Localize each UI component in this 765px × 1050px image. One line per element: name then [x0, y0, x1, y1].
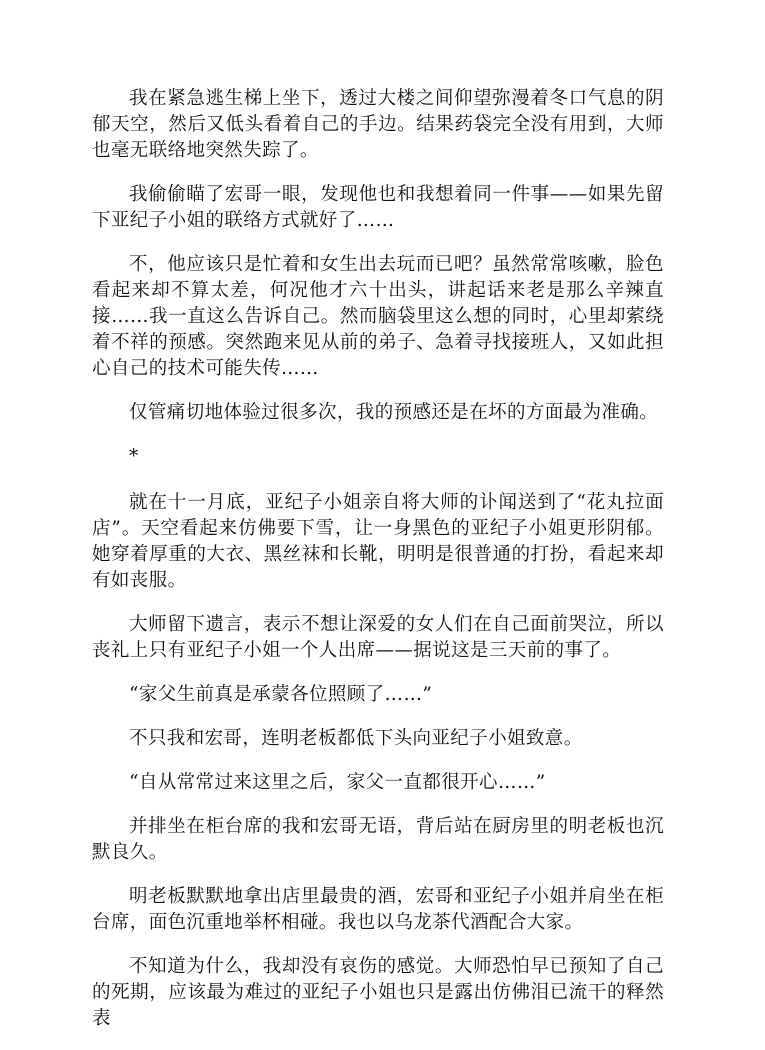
paragraph-9: “自从常常过来这里之后，家父一直都很开心……”	[129, 772, 546, 793]
paragraph-11: 明老板默默地拿出店里最贵的酒，宏哥和亚纪子小姐并肩坐在柜台席，面色沉重地举杯相碰。我也以乌龙茶代酒配合大家。	[92, 886, 664, 933]
paragraph-10: 并排坐在柜台席的我和宏哥无语，背后站在厨房里的明老板也沉默良久。	[92, 816, 664, 863]
section-separator: *	[129, 446, 139, 467]
paragraph-8: 不只我和宏哥，连明老板都低下头向亚纪子小姐致意。	[129, 728, 583, 749]
paragraph-12: 不知道为什么，我却没有哀伤的感觉。大师恐怕早已预知了自己的死期，应该最为难过的亚纪子小姐也只是露出仿佛泪已流干的释然表	[92, 956, 664, 1029]
paragraph-7: “家父生前真是承蒙各位照顾了……”	[129, 684, 433, 705]
paragraph-2: 我偷偷瞄了宏哥一眼，发现他也和我想着同一件事——如果先留下亚纪子小姐的联络方式就好了……	[92, 184, 664, 231]
paragraph-3: 不，他应该只是忙着和女生出去玩而已吧？虽然常常咳嗽，脸色看起来却不算太差，何况他才六十出头，讲起话来老是那么辛辣直接……我一直这么告诉自己。然而脑袋里这么想的同时，心里却萦绕着不祥的预感。突然跑来见从前的弟子、急着寻找接班人，又如此担心自己的技术可能失传……	[92, 254, 664, 379]
document-page	[92, 86, 664, 1050]
paragraph-1: 我在紧急逃生梯上坐下，透过大楼之间仰望弥漫着冬口气息的阴郁天空，然后又低头看着自己的手边。结果药袋完全没有用到，大师也毫无联络地突然失踪了。	[92, 88, 664, 161]
paragraph-4: 仅管痛切地体验过很多次，我的预感还是在坏的方面最为准确。	[129, 402, 659, 423]
paragraph-6: 大师留下遗言，表示不想让深爱的女人们在自己面前哭泣，所以丧礼上只有亚纪子小姐一个人出席——据说这是三天前的事了。	[92, 614, 664, 661]
paragraph-5: 就在十一月底，亚纪子小姐亲自将大师的讣闻送到了“花丸拉面店”。天空看起来仿佛要下雪，让一身黑色的亚纪子小姐更形阴郁。她穿着厚重的大衣、黑丝袜和长靴，明明是很普通的打扮，看起来却有如丧服。	[92, 492, 664, 591]
